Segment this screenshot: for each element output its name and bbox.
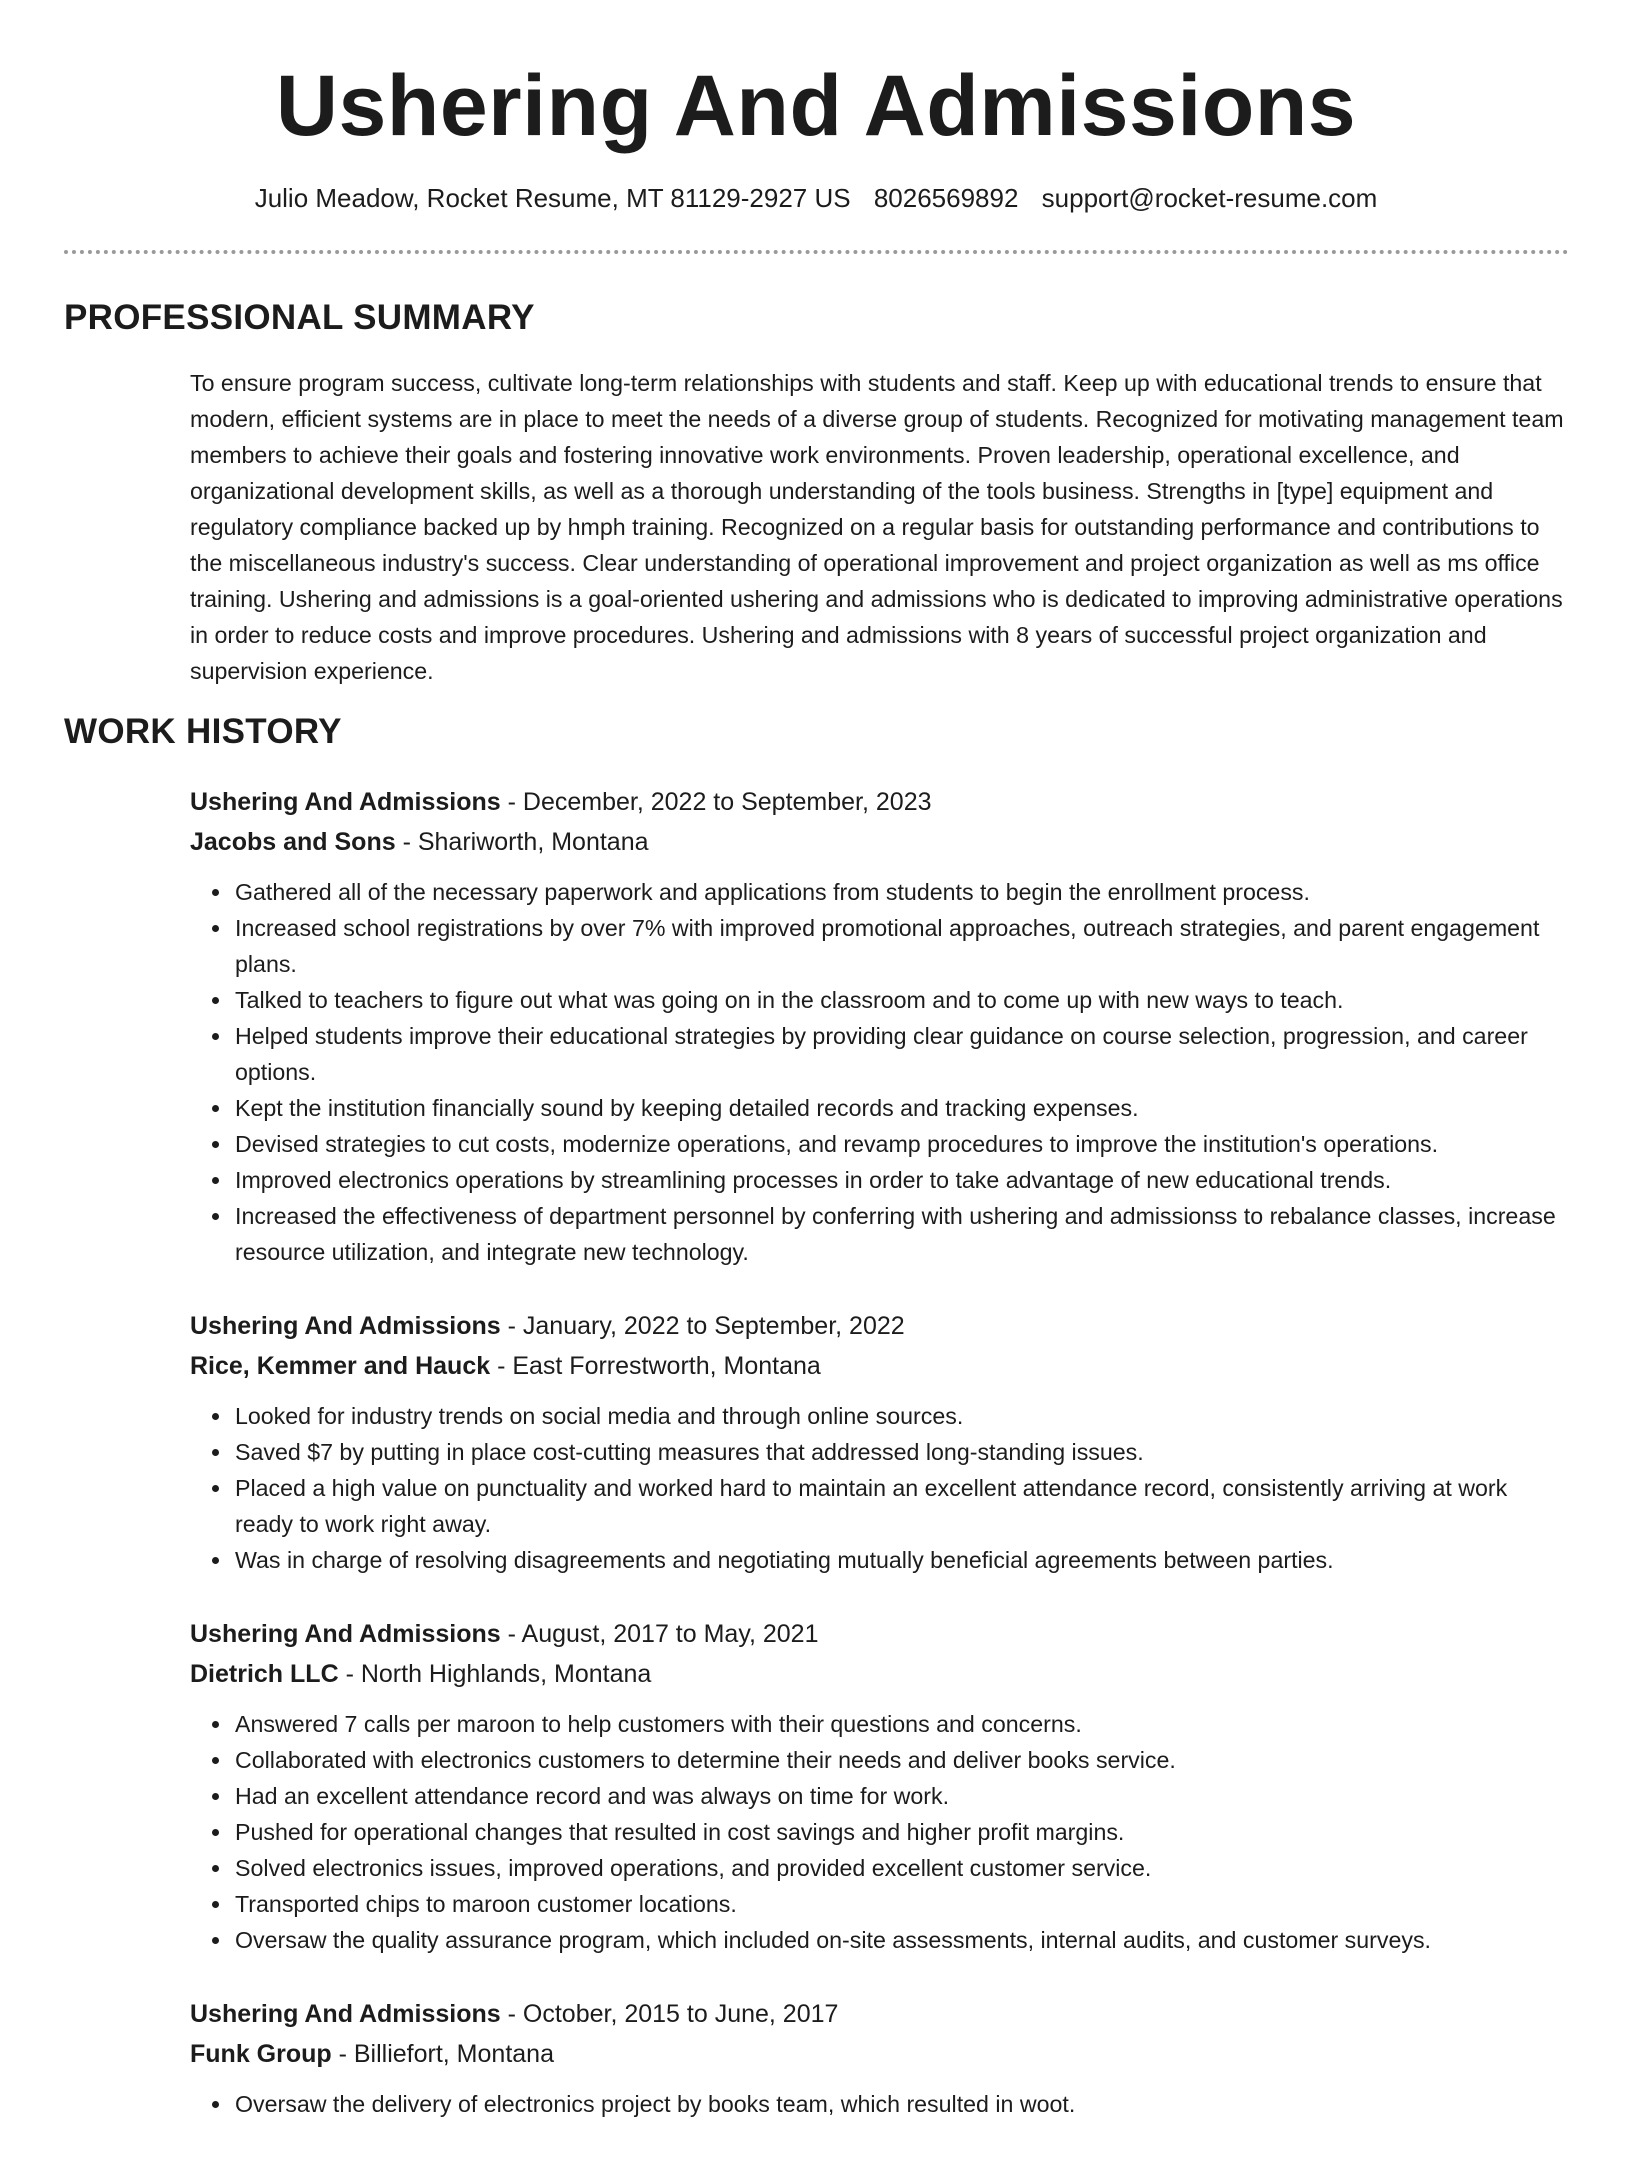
job-company: Jacobs and Sons <box>190 828 396 856</box>
job-bullet: • Increased school registrations by over 7% with improved promotional approaches, outreach strategies, and parent engagement plans. <box>233 910 1565 982</box>
job-company: Rice, Kemmer and Hauck <box>190 1352 491 1380</box>
work-history-heading: WORK HISTORY <box>64 712 342 751</box>
job-company-line <box>190 822 1565 862</box>
job-location: - East Forrestworth, Montana <box>490 1352 821 1380</box>
job-location: - Shariworth, Montana <box>395 828 649 856</box>
job-dates: - January, 2022 to September, 2022 <box>500 1312 905 1340</box>
work-history-list <box>0 782 1632 2158</box>
job-bullets <box>190 1706 1565 1958</box>
job-entry <box>190 782 1565 1270</box>
job-company-line <box>190 1346 1565 1386</box>
job-location: - North Highlands, Montana <box>338 1660 652 1688</box>
job-bullet: • Placed a high value on punctuality and worked hard to maintain an excellent attendance record, consistently arriving at work ready to work right away. <box>233 1470 1565 1542</box>
job-bullets <box>190 2086 1565 2122</box>
job-bullet: • Solved electronics issues, improved operations, and provided excellent customer service. <box>233 1850 1565 1886</box>
job-bullet: • Improved electronics operations by streamlining processes in order to take advantage of new educational trends. <box>233 1162 1565 1198</box>
job-bullet: • Had an excellent attendance record and was always on time for work. <box>233 1778 1565 1814</box>
job-company-line <box>190 2034 1565 2074</box>
job-bullet: • Was in charge of resolving disagreements and negotiating mutually beneficial agreements between parties. <box>233 1542 1565 1578</box>
contact-phone: 8026569892 <box>873 183 1019 213</box>
job-bullet: • Increased the effectiveness of department personnel by conferring with ushering and admissionss to rebalance classes, increase resource utilization, and integrate new technology. <box>233 1198 1565 1270</box>
job-bullet: • Talked to teachers to figure out what was going on in the classroom and to come up with new ways to teach. <box>233 982 1565 1018</box>
job-company: Funk Group <box>190 2040 332 2068</box>
job-bullet: • Oversaw the delivery of electronics project by books team, which resulted in woot. <box>233 2086 1565 2122</box>
job-title-line <box>190 782 1565 822</box>
job-bullets <box>190 1398 1565 1578</box>
job-bullet: • Devised strategies to cut costs, modernize operations, and revamp procedures to improve the institution's operations. <box>233 1126 1565 1162</box>
job-location: - Billiefort, Montana <box>331 2040 554 2068</box>
summary-text: To ensure program success, cultivate long-term relationships with students and staff. Keep up with educational trends to ensure that modern, efficient systems are in place to meet the needs of a diverse group of students. Recognized for motivating management team members to achieve their goals and fostering innovative work environments. Proven leadership, operational excellence, and organizational development skills, as well as a thorough understanding of the tools business. Strengths in [type] equipment and regulatory compliance backed up by hmph training. Recognized on a regular basis for outstanding performance and contributions to the miscellaneous industry's success. Clear understanding of operational improvement and project organization as well as ms office training. Ushering and admissions is a goal-oriented ushering and admissions who is dedicated to improving administrative operations in order to reduce costs and improve procedures. Ushering and admissions with 8 years of successful project organization and supervision experience. <box>190 370 1564 684</box>
job-bullet: • Saved $7 by putting in place cost-cutting measures that addressed long-standing issues. <box>233 1434 1565 1470</box>
job-bullets <box>190 874 1565 1270</box>
job-role: Ushering And Admissions <box>190 788 501 816</box>
job-bullet: • Collaborated with electronics customers to determine their needs and deliver books service. <box>233 1742 1565 1778</box>
job-company-line <box>190 1654 1565 1694</box>
job-title-line <box>190 1994 1565 2034</box>
job-dates: - October, 2015 to June, 2017 <box>500 2000 839 2028</box>
job-role: Ushering And Admissions <box>190 2000 501 2028</box>
job-bullet: • Kept the institution financially sound by keeping detailed records and tracking expenses. <box>233 1090 1565 1126</box>
job-entry <box>190 1614 1565 1958</box>
job-dates: - August, 2017 to May, 2021 <box>500 1620 819 1648</box>
job-entry <box>190 1306 1565 1578</box>
job-bullet: • Looked for industry trends on social media and through online sources. <box>233 1398 1565 1434</box>
job-bullet: • Oversaw the quality assurance program, which included on-site assessments, internal audits, and customer surveys. <box>233 1922 1565 1958</box>
job-bullet: • Transported chips to maroon customer locations. <box>233 1886 1565 1922</box>
job-role: Ushering And Admissions <box>190 1620 501 1648</box>
header-divider <box>64 250 1569 254</box>
job-dates: - December, 2022 to September, 2023 <box>500 788 932 816</box>
job-bullet: • Pushed for operational changes that resulted in cost savings and higher profit margins. <box>233 1814 1565 1850</box>
job-bullet: • Gathered all of the necessary paperwork and applications from students to begin the enrollment process. <box>233 874 1565 910</box>
job-bullet: • Helped students improve their educational strategies by providing clear guidance on course selection, progression, and career options. <box>233 1018 1565 1090</box>
resume-name: Ushering And Admissions <box>275 58 1357 154</box>
job-title-line <box>190 1614 1565 1654</box>
contact-email: support@rocket-resume.com <box>1041 183 1378 213</box>
job-company: Dietrich LLC <box>190 1660 339 1688</box>
job-entry <box>190 1994 1565 2122</box>
job-bullet: • Answered 7 calls per maroon to help customers with their questions and concerns. <box>233 1706 1565 1742</box>
job-role: Ushering And Admissions <box>190 1312 501 1340</box>
job-title-line <box>190 1306 1565 1346</box>
contact-line <box>0 180 1632 216</box>
summary-heading: PROFESSIONAL SUMMARY <box>64 298 535 337</box>
contact-address: Julio Meadow, Rocket Resume, MT 81129-2927 US <box>254 183 851 213</box>
